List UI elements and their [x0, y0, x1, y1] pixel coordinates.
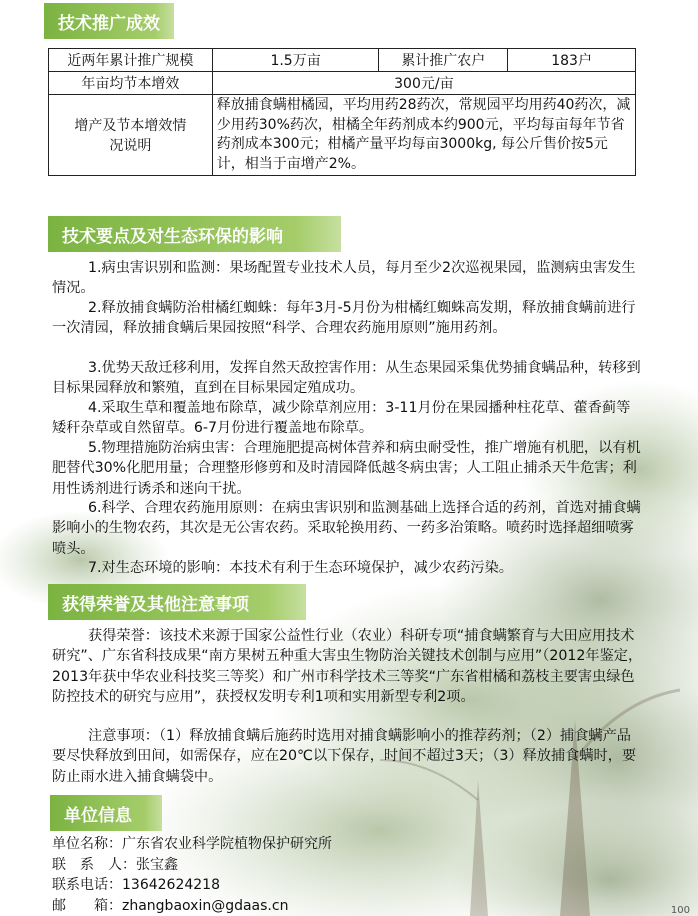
table-row	[49, 72, 636, 95]
table-cell: 1.5万亩	[212, 49, 379, 72]
table-cell: 增产及节本增效情况说明	[49, 95, 213, 176]
page-number: 100	[670, 905, 690, 916]
promotion-results-table	[48, 48, 636, 176]
point-4: 4.采取生草和覆盖地布除草，减少除草剂应用：3-11月份在果园播种柱花草、藿香蓟等矮秆杂草或自然留草。6-7月份进行覆盖地布除草。	[52, 400, 631, 437]
notes-paragraph: 注意事项：（1）释放捕食螨后施药时选用对捕食螨影响小的推荐药剂；（2）捕食螨产品要尽快释放到田间，如需保存，应在20℃以下保存，时间不超过3天；（3）释放捕食螨时，要防止雨水进入捕食螨袋中。	[52, 728, 637, 785]
point-2: 2.释放捕食螨防治柑橘红蜘蛛：每年3月-5月份为柑橘红蜘蛛高发期，释放捕食螨前进行一次清园，释放捕食螨后果园按照“科学、合理农药施用原则”施用药剂。	[52, 300, 636, 337]
honors-paragraph: 获得荣誉：该技术来源于国家公益性行业（农业）科研专项“捕食螨繁育与大田应用技术研究”、广东省科技成果“南方果树五种重大害虫生物防治关键技术创制与应用”（2012年鉴定，2013年获中华农业科技奖三等奖）和广州市科学技术三等奖“广东省柑橘和荔枝主要害虫绿色防控技术的研究与应用”，获授权发明专利1项和实用新型专利2项。	[52, 628, 643, 706]
section-header-honors: 获得荣誉及其他注意事项	[48, 584, 306, 620]
section-header-unit-info: 单位信息	[50, 795, 162, 831]
table-cell: 释放捕食螨柑橘园，平均用药28药次，常规园平均用药40药次，减少用药30%药次，柑橘全年药剂成本约900元，平均每亩每年节省药剂成本300元；柑橘产量平均每亩3000kg, 每公斤售价按5元计，相当于亩增产2%。	[212, 95, 635, 176]
table-cell: 年亩均节本增效	[49, 72, 213, 95]
unit-info-block	[52, 834, 472, 916]
point-5: 5.物理措施防治病虫害：合理施肥提高树体营养和病虫耐受性，推广增施有机肥，以有机肥替代30%化肥用量；合理整形修剪和及时清园降低越冬病虫害；人工阻止捕杀天牛危害；利用性诱剂进行诱杀和迷向干扰。	[52, 440, 641, 497]
unit-name: 单位名称：广东省农业科学院植物保护研究所	[52, 836, 332, 852]
point-1: 1.病虫害识别和监测：果场配置专业技术人员，每月至少2次巡视果园，监测病虫害发生情况。	[52, 260, 636, 297]
table-cell: 183户	[508, 49, 636, 72]
point-3: 3.优势天敌迁移利用，发挥自然天敌控害作用：从生态果园采集优势捕食螨品种，转移到目标果园释放和繁殖，直到在目标果园定殖成功。	[52, 360, 641, 397]
table-cell: 累计推广农户	[379, 49, 508, 72]
table-cell: 近两年累计推广规模	[49, 49, 213, 72]
section-header-technical-points: 技术要点及对生态环保的影响	[48, 216, 341, 252]
unit-contact-person: 联 系 人：张宝鑫	[52, 856, 178, 873]
point-6: 6.科学、合理农药施用原则：在病虫害识别和监测基础上选择合适的药剂，首选对捕食螨影响小的生物农药，其次是无公害农药。采取轮换用药、一药多治策略。喷药时选择超细喷雾喷头。	[52, 500, 641, 557]
point-7: 7.对生态环境的影响：本技术有利于生态环境保护，减少农药污染。	[88, 560, 513, 576]
table-row	[49, 95, 636, 176]
unit-phone: 联系电话：13642624218	[52, 877, 220, 893]
section-header-promotion-results: 技术推广成效	[44, 3, 174, 39]
table-cell: 300元/亩	[212, 72, 635, 95]
table-row	[49, 49, 636, 72]
unit-email: 邮 箱：zhangbaoxin@gdaas.cn	[52, 897, 289, 914]
